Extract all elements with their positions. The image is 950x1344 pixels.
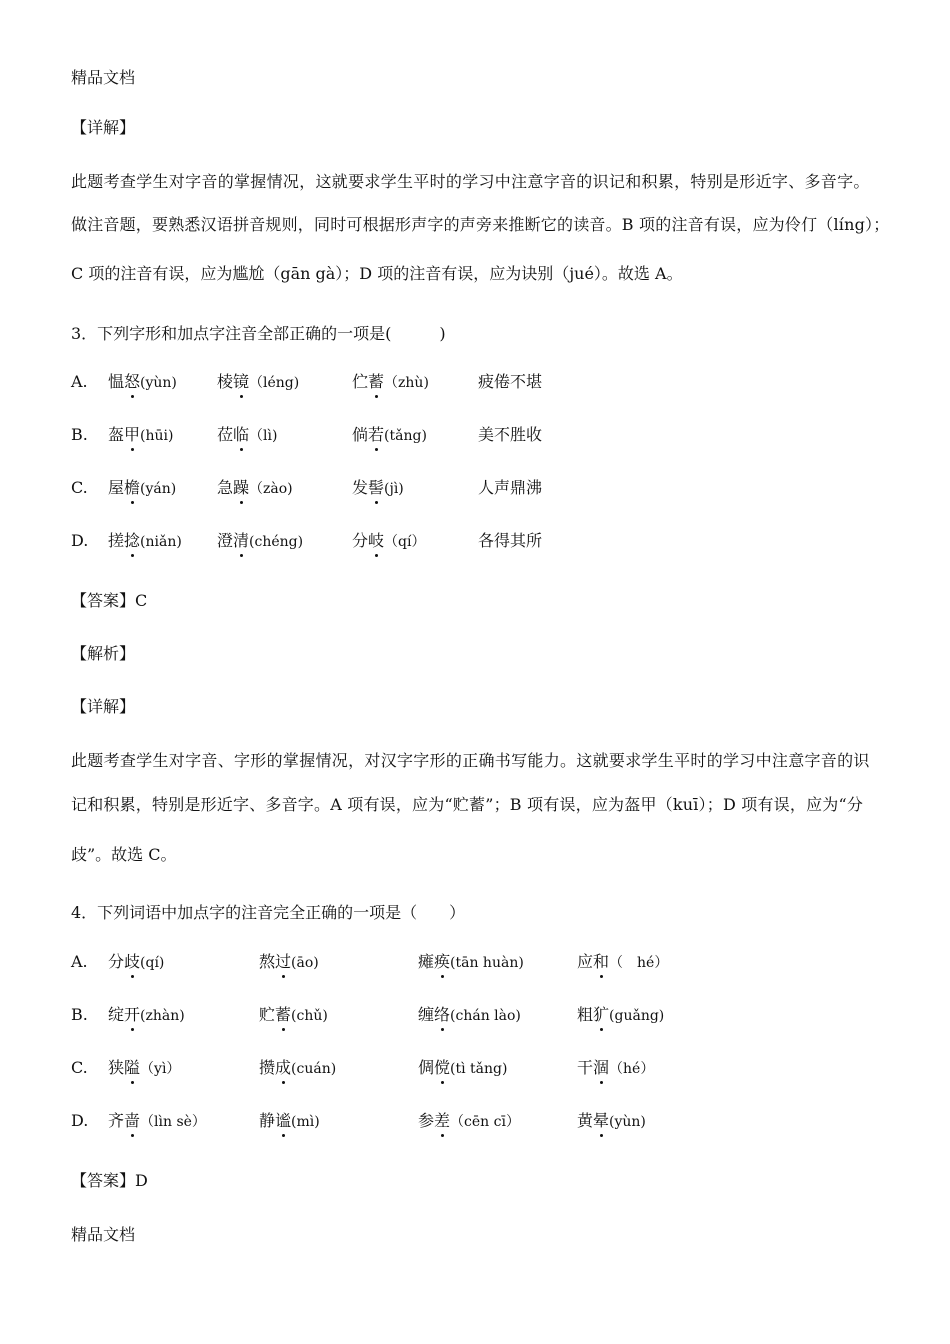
option-word: 倘若(tǎng) bbox=[352, 425, 427, 444]
option-word: 屋檐(yán) bbox=[108, 478, 177, 497]
option-letter: D. bbox=[71, 531, 89, 550]
q2-detail-line-2: 做注音题，要熟悉汉语拼音规则，同时可根据形声字的声旁来推断它的读音。B 项的注音有误，应为伶仃（líng）； bbox=[71, 215, 890, 234]
option-word: 倜傥(tì tǎng) bbox=[418, 1058, 508, 1077]
option-letter: D. bbox=[71, 1111, 89, 1130]
option-word: 伫蓄（zhù) bbox=[352, 372, 429, 391]
q4-question: 4．下列词语中加点字的注音完全正确的一项是（ ） bbox=[71, 903, 466, 922]
option-word: 狭隘（yì） bbox=[108, 1058, 181, 1077]
option-word: 分歧(qí) bbox=[108, 952, 165, 971]
option-word: 美不胜收 bbox=[478, 425, 543, 444]
option-word: 搓捻(niǎn) bbox=[108, 531, 182, 550]
option-word: 干涸（hé） bbox=[577, 1058, 655, 1077]
option-letter: C. bbox=[71, 1058, 88, 1077]
option-letter: A. bbox=[71, 372, 88, 391]
option-word: 贮蓄(chǔ) bbox=[259, 1005, 328, 1024]
option-word: 澄清(chéng) bbox=[217, 531, 304, 550]
option-word: 愠怒(yùn) bbox=[108, 372, 177, 391]
option-word: 攒成(cuán) bbox=[259, 1058, 337, 1077]
q3-question: 3．下列字形和加点字注音全部正确的一项是( ) bbox=[71, 324, 446, 343]
option-word: 齐啬（lìn sè） bbox=[108, 1111, 206, 1130]
option-word: 黄晕(yùn) bbox=[577, 1111, 646, 1130]
option-word: 粗犷(guǎng) bbox=[577, 1005, 665, 1024]
option-word: 分岐（qí） bbox=[352, 531, 426, 550]
option-word: 绽开(zhàn) bbox=[108, 1005, 185, 1024]
option-word: 各得其所 bbox=[478, 531, 543, 550]
q3-detail-line-2: 记和积累，特别是形近字、多音字。A 项有误，应为“贮蓄”；B 项有误，应为盔甲（kuī）；D 项有误，应为“分 bbox=[71, 795, 864, 814]
q3-detail-tag: 【详解】 bbox=[71, 697, 136, 716]
option-word: 静谧(mì) bbox=[259, 1111, 320, 1130]
option-word: 应和（ hé） bbox=[577, 952, 669, 971]
option-word: 棱镜（léng) bbox=[217, 372, 300, 391]
q4-answer: 【答案】D bbox=[71, 1171, 148, 1190]
page-footer: 精品文档 bbox=[71, 1225, 136, 1244]
q3-detail-line-1: 此题考查学生对字音、字形的掌握情况，对汉字字形的正确书写能力。这就要求学生平时的学习中注意字音的识 bbox=[71, 751, 870, 770]
option-word: 人声鼎沸 bbox=[478, 478, 543, 497]
page-header: 精品文档 bbox=[71, 68, 136, 87]
q3-answer: 【答案】C bbox=[71, 591, 148, 610]
option-word: 瘫痪(tān huàn) bbox=[418, 952, 524, 971]
q2-detail-line-3: C 项的注音有误，应为尴尬（gān gà）；D 项的注音有误，应为诀别（jué）。故选 A。 bbox=[71, 264, 683, 283]
option-word: 盔甲(hūi) bbox=[108, 425, 174, 444]
option-word: 急躁（zào) bbox=[217, 478, 293, 497]
option-word: 参差（cēn cī） bbox=[418, 1111, 520, 1130]
option-word: 发髻(jì) bbox=[352, 478, 404, 497]
option-word: 熬过(āo) bbox=[259, 952, 319, 971]
option-word: 莅临（lì) bbox=[217, 425, 278, 444]
q2-detail-line-1: 此题考查学生对字音的掌握情况，这就要求学生平时的学习中注意字音的识记和积累，特别是形近字、多音字。 bbox=[71, 172, 870, 191]
option-letter: C. bbox=[71, 478, 88, 497]
option-letter: B. bbox=[71, 425, 88, 444]
q3-analysis-tag: 【解析】 bbox=[71, 644, 136, 663]
option-word: 疲倦不堪 bbox=[478, 372, 543, 391]
q3-detail-line-3: 歧”。故选 C。 bbox=[71, 845, 177, 864]
q2-detail-tag: 【详解】 bbox=[71, 118, 136, 137]
option-letter: B. bbox=[71, 1005, 88, 1024]
option-letter: A. bbox=[71, 952, 88, 971]
option-word: 缠络(chán lào) bbox=[418, 1005, 521, 1024]
